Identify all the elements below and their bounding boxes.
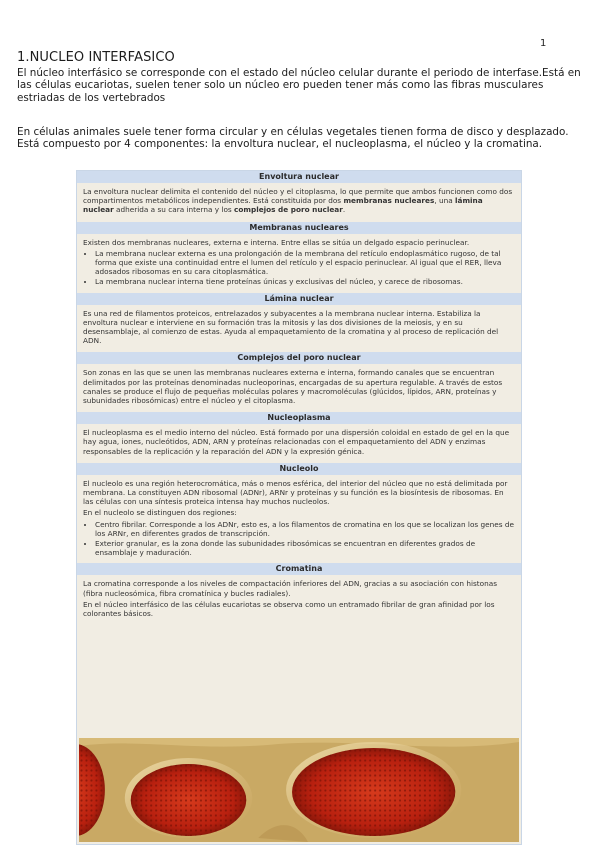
intro-shape-text: En células animales suele tener forma circular y en células vegetales tienen forma de disco y desplazado. — [17, 126, 569, 138]
nucleolo-regions-intro: En el nucleolo se distinguen dos regiones: — [83, 508, 237, 518]
section-nucleolo — [77, 475, 521, 564]
nucleolo-list — [83, 520, 515, 558]
list-item: • La membrana nuclear interna tiene proteínas únicas y exclusivas del núcleo, y carece de ribosomas. — [95, 277, 515, 286]
membranas-intro: Existen dos membranas nucleares, externa e interna. Entre ellas se sitúa un delgado espacio perinuclear. — [83, 237, 470, 247]
membranas-list — [83, 249, 515, 287]
header-nucleoplasma: Nucleoplasma — [77, 412, 521, 424]
header-nucleolo: Nucleolo — [77, 463, 521, 475]
envoltura-text-b: , una — [434, 196, 456, 206]
section-membranas-nucleares — [77, 234, 521, 293]
intro-paragraph-2 — [17, 126, 587, 151]
cromatina-text-1: La cromatina corresponde a los niveles de compactación inferiores del ADN, gracias a su asociación con histonas (fibra nucleosómica, fibra cromatínica y bucles radiales). — [83, 579, 498, 598]
lamina-text: Es una red de filamentos proteicos, entrelazados y subyacentes a la membrana nuclear interna. Estabiliza la envoltura nuclear e interviene en su formación tras la mitosis y las dos divisiones de la meiosis, y en su desensamblaje, al comienzo de estas. Ayuda al empaquetamiento de la cromatina y al proceso de replicación del ADN. — [83, 308, 499, 346]
chromatin-micrograph — [79, 738, 519, 842]
intro-components-text: Está compuesto por 4 componentes: la envoltura nuclear, el nucleoplasma, el núcleo y la cromatina. — [17, 138, 543, 151]
page-number: 1 — [540, 38, 547, 49]
nucleolo-text: El nucleolo es una región heterocromática, más o menos esférica, del interior del núcleo que no está delimitada por membrana. La constituyen ADN ribosomal (ADNr), ARNr y proteínas y su función es la biosíntesis de ribosomas. En las células con una síntesis proteica intensa hay muchos nucleolos. — [83, 478, 508, 507]
envoltura-bold-poro: complejos de poro nuclear — [234, 205, 343, 215]
list-item: • Centro fibrilar. Corresponde a los ADNr, esto es, a los filamentos de cromatina en los que se localizan los genes de los ARNr, en diferentes grados de transcripción. — [95, 520, 515, 538]
section-envoltura-nuclear — [77, 183, 521, 222]
envoltura-bold-membranas: membranas nucleares — [343, 196, 435, 206]
micrograph-illustration — [79, 738, 519, 842]
header-lamina-nuclear: Lámina nuclear — [77, 293, 521, 305]
envoltura-text-a: La envoltura nuclear delimita el contenido del núcleo y el citoplasma, lo que permite que ambos funcionen como dos compartimentos metabólicos independientes. Está constituida por dos — [83, 187, 513, 206]
nucleoplasma-text: El nucleoplasma es el medio interno del núcleo. Está formado por una dispersión coloidal en estado de gel en la que hay agua, iones, nucleótidos, ADN, ARN y proteínas relacionadas con el empaquetamiento del ADN y enzimas responsables de la replicación y la reparación del ADN y la expresión génica. — [83, 428, 510, 456]
section-complejos-poro — [77, 364, 521, 412]
header-complejos-poro: Complejos del poro nuclear — [77, 352, 521, 364]
envoltura-text-c: adherida a su cara interna y los — [113, 205, 235, 215]
section-lamina-nuclear — [77, 305, 521, 353]
list-item: • La membrana nuclear externa es una prolongación de la membrana del retículo endoplasmático rugoso, de tal forma que existe una continuidad entre el lumen del retículo y el espacio perinuclear. Al igual que el RER, lleva adosados ribosomas en su cara citoplasmática. — [95, 249, 515, 277]
cromatina-text-2: En el núcleo interfásico de las células eucariotas se observa como un entramado fibrilar de gran afinidad por los colorantes básicos. — [83, 599, 495, 619]
page-title: 1.NUCLEO INTERFASICO — [17, 50, 175, 65]
infographic-panel — [76, 170, 522, 845]
list-item: • Exterior granular, es la zona donde las subunidades ribosómicas se encuentran en diferentes grados de ensamblaje y maduración. — [95, 539, 515, 557]
poro-text: Son zonas en las que se unen las membranas nucleares externa e interna, formando canales que se encuentran delimitados por las proteínas denominadas nucleoporinas, encargadas de su apertura regulable. A través de estos canales se produce el flujo de pequeñas moléculas polares y macromoléculas (glúcidos, lípidos, ARN, proteínas y subunidades ribosómicas) entre el núcleo y el citoplasma. — [83, 368, 503, 406]
section-cromatina — [77, 575, 521, 625]
envoltura-text-d: . — [342, 205, 346, 215]
envoltura-text — [83, 187, 515, 215]
envoltura-bold-lamina: lámina nuclear — [83, 196, 483, 215]
section-nucleoplasma — [77, 424, 521, 463]
header-envoltura-nuclear: Envoltura nuclear — [77, 171, 521, 183]
header-membranas-nucleares: Membranas nucleares — [77, 222, 521, 234]
header-cromatina: Cromatina — [77, 563, 521, 575]
intro-paragraph-1: El núcleo interfásico se corresponde con el estado del núcleo celular durante el periodo de interfase.Está en las células eucariotas, suelen tener solo un núcleo ero pueden tener más como las fibras musculares estriadas de los vertebrados — [17, 67, 581, 104]
